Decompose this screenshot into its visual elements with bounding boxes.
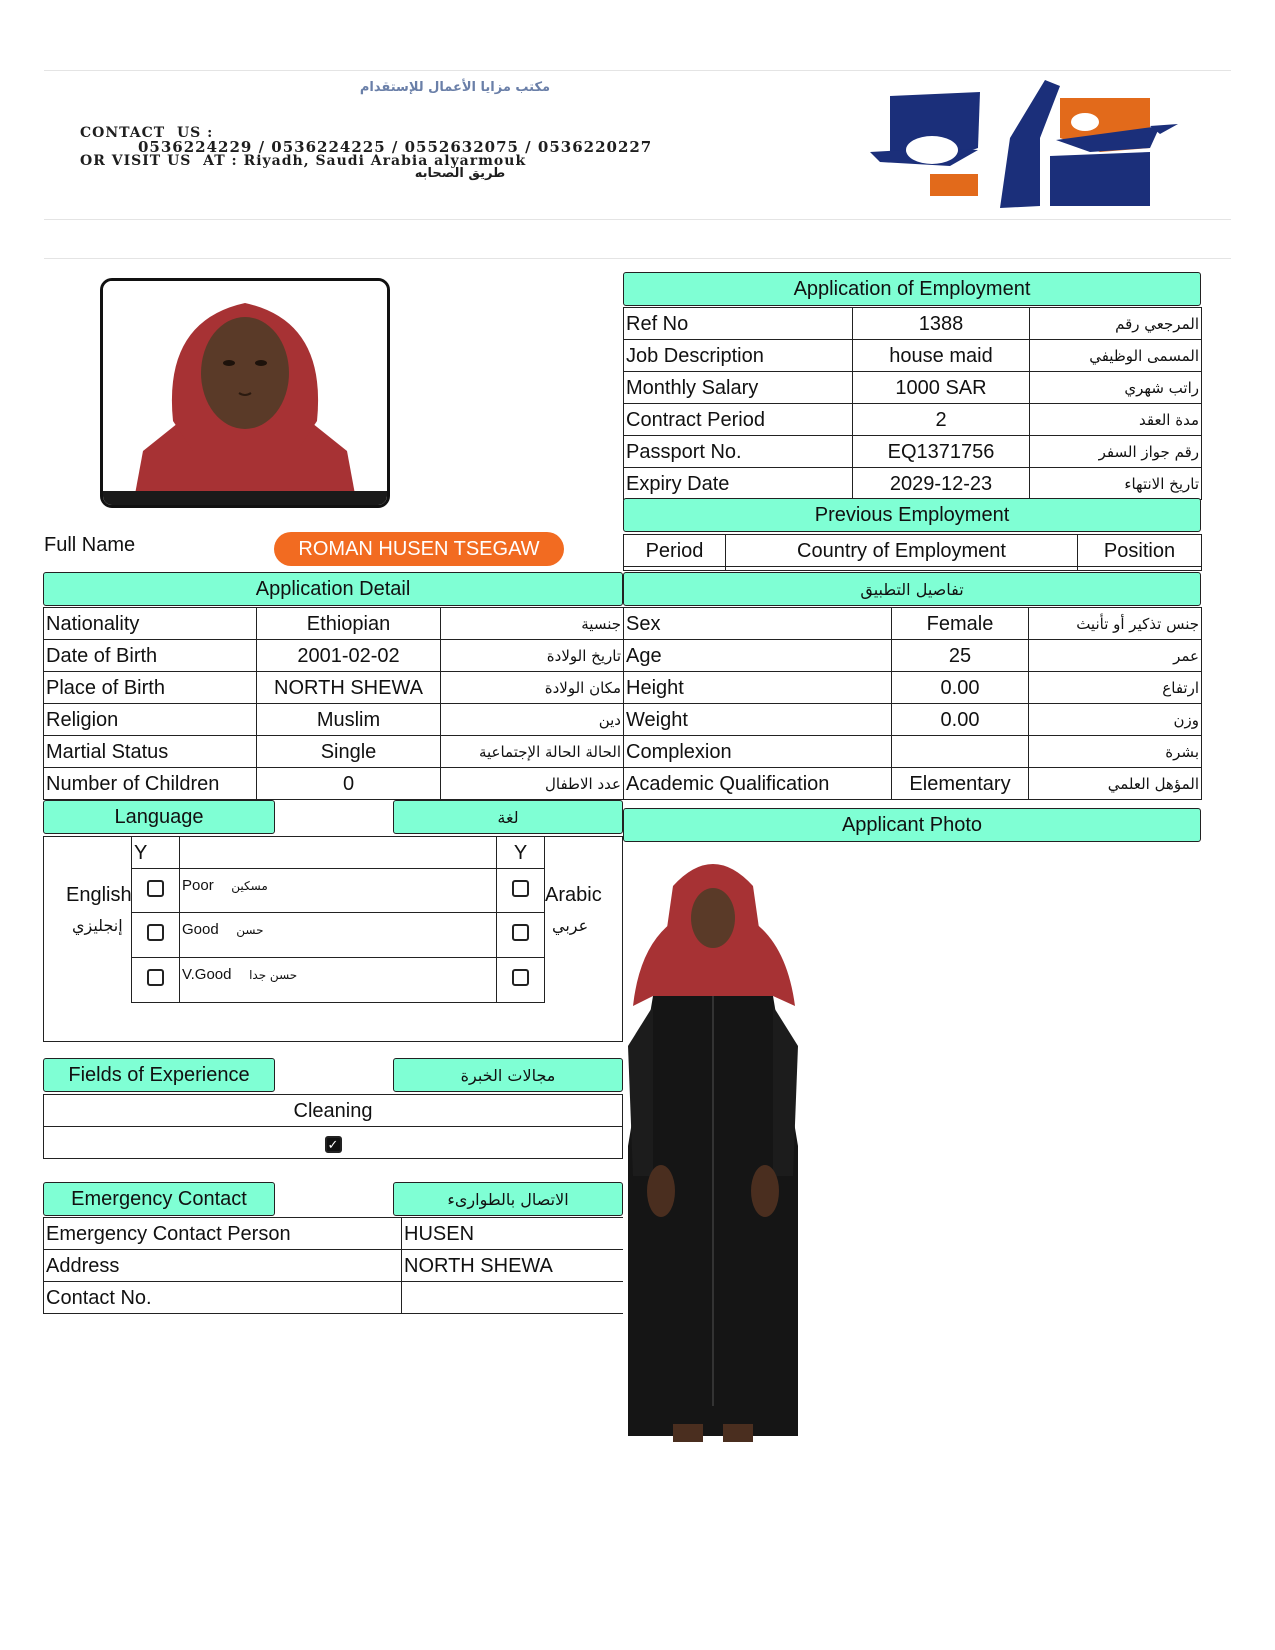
previous-employment-table [623,534,1202,571]
detail-label: Martial Status [44,736,257,768]
detail-label-arabic: الحالة الحالة الإجتماعية [441,736,624,768]
detail-value: 0.00 [892,672,1029,704]
level-label: Poor [182,877,214,894]
detail-label-arabic: عمر [1029,640,1202,672]
detail-value: Muslim [257,704,441,736]
emergency-value: NORTH SHEWA [402,1250,624,1282]
detail-label: Academic Qualification [624,768,892,800]
detail-label: Religion [44,704,257,736]
table-row [44,1127,623,1159]
employment-label-arabic: مدة العقد [1030,404,1202,436]
table-header-row [624,535,1202,567]
table-row [624,672,1202,704]
level-label-arabic: حسن [236,923,264,937]
employment-label: Ref No [624,308,853,340]
detail-label: Date of Birth [44,640,257,672]
arabic-poor-checkbox[interactable] [512,880,529,897]
detail-label: Nationality [44,608,257,640]
table-row [44,1218,624,1250]
table-row [624,372,1202,404]
column-header-position: Position [1078,535,1202,567]
application-detail-arabic-table [623,607,1202,800]
header-bottom-rule [44,219,1231,220]
full-name-label: Full Name [44,534,136,556]
application-detail-header: Application Detail [43,572,623,606]
table-row [624,704,1202,736]
detail-value: 25 [892,640,1029,672]
detail-label: Complexion [624,736,892,768]
table-row [624,736,1202,768]
contact-phones: 0536224229 / 0536224225 / 0552632075 / 0536220227 [138,138,653,156]
detail-value: 0.00 [892,704,1029,736]
detail-label: Age [624,640,892,672]
employment-label: Contract Period [624,404,853,436]
contact-label: CONTACT US : [80,125,214,141]
employment-table [623,307,1202,500]
employment-value: EQ1371756 [853,436,1030,468]
table-row [624,404,1202,436]
detail-value [892,736,1029,768]
table-row [44,608,624,640]
english-good-checkbox[interactable] [147,924,164,941]
full-name-value: ROMAN HUSEN TSEGAW [274,532,564,566]
emergency-label: Emergency Contact Person [44,1218,402,1250]
employment-header: Application of Employment [623,272,1201,306]
detail-label: Sex [624,608,892,640]
employment-value: house maid [853,340,1030,372]
detail-label-arabic: تاريخ الولادة [441,640,624,672]
employment-label: Expiry Date [624,468,853,500]
experience-table [43,1094,623,1159]
detail-label: Place of Birth [44,672,257,704]
emergency-label: Contact No. [44,1282,402,1314]
table-row [132,869,545,913]
employment-value: 1388 [853,308,1030,340]
experience-field: Cleaning [44,1095,623,1127]
emergency-table [43,1217,624,1314]
section-rule [44,258,1231,259]
table-row [624,468,1202,500]
detail-label-arabic: ارتفاع [1029,672,1202,704]
employment-value: 1000 SAR [853,372,1030,404]
applicant-photo-header: Applicant Photo [623,808,1201,842]
language-table [131,836,545,1003]
table-row [44,704,624,736]
previous-employment-header: Previous Employment [623,498,1201,532]
detail-label: Weight [624,704,892,736]
level-label-arabic: مسكين [231,879,268,893]
applicant-full-photo [623,846,803,1450]
english-label-arabic: إنجليزي [72,916,123,935]
detail-value: Single [257,736,441,768]
table-row [132,913,545,958]
detail-label-arabic: جنسية [441,608,624,640]
arabic-good-checkbox[interactable] [512,924,529,941]
table-row [624,640,1202,672]
emergency-header: Emergency Contact [43,1182,275,1216]
experience-header-arabic: مجالات الخبرة [393,1058,623,1092]
level-label-arabic: حسن جدا [249,968,298,982]
application-detail-table [43,607,624,800]
english-label: English [66,884,132,906]
table-row [44,640,624,672]
employment-label-arabic: راتب شهري [1030,372,1202,404]
language-header: Language [43,800,275,834]
application-detail-arabic-header: تفاصيل التطبيق [623,572,1201,606]
language-header-arabic: لغة [393,800,623,834]
column-header-period: Period [624,535,726,567]
header-top-rule [44,70,1231,71]
detail-value: Elementary [892,768,1029,800]
detail-value: 2001-02-02 [257,640,441,672]
table-row [624,340,1202,372]
detail-label-arabic: وزن [1029,704,1202,736]
table-row [624,608,1202,640]
employment-label-arabic: تاريخ الانتهاء [1030,468,1202,500]
emergency-value [402,1282,624,1314]
detail-value: NORTH SHEWA [257,672,441,704]
english-vgood-checkbox[interactable] [147,969,164,986]
detail-label-arabic: مكان الولادة [441,672,624,704]
detail-label-arabic: بشرة [1029,736,1202,768]
employment-label-arabic: المرجعي رقم [1030,308,1202,340]
table-row [132,958,545,1003]
street-arabic: طريق الصحابه [414,166,506,181]
detail-value: Female [892,608,1029,640]
english-y-header: Y [132,837,180,869]
portrait-photo [100,278,390,508]
employment-label: Job Description [624,340,853,372]
detail-label-arabic: جنس تذكير أو تأنيث [1029,608,1202,640]
employment-value: 2029-12-23 [853,468,1030,500]
employment-label-arabic: المسمى الوظيفي [1030,340,1202,372]
level-label: Good [182,921,219,938]
detail-label: Height [624,672,892,704]
table-row [624,768,1202,800]
experience-checkbox[interactable]: ✓ [325,1136,342,1153]
table-row [44,1282,624,1314]
emergency-label: Address [44,1250,402,1282]
detail-label-arabic: دين [441,704,624,736]
employment-value: 2 [853,404,1030,436]
detail-value: Ethiopian [257,608,441,640]
arabic-y-header: Y [497,837,545,869]
table-row [624,308,1202,340]
table-row [44,1250,624,1282]
detail-label-arabic: المؤهل العلمي [1029,768,1202,800]
table-row [44,1095,623,1127]
arabic-label-arabic: عربي [552,916,589,935]
employment-label: Passport No. [624,436,853,468]
arabic-label: Arabic [545,884,602,906]
arabic-vgood-checkbox[interactable] [512,969,529,986]
table-row [624,567,1202,571]
level-label: V.Good [182,966,232,983]
visit-address: OR VISIT US AT : Riyadh, Saudi Arabia alyarmouk [80,153,527,169]
experience-header: Fields of Experience [43,1058,275,1092]
emergency-value: HUSEN [402,1218,624,1250]
employment-label: Monthly Salary [624,372,853,404]
emergency-header-arabic: الاتصال بالطوارىء [393,1182,623,1216]
company-logo [860,78,1220,218]
employment-label-arabic: رقم جواز السفر [1030,436,1202,468]
detail-label-arabic: عدد الاطفال [441,768,624,800]
table-row [44,672,624,704]
detail-label: Number of Children [44,768,257,800]
table-row [44,768,624,800]
english-poor-checkbox[interactable] [147,880,164,897]
detail-value: 0 [257,768,441,800]
column-header-country: Country of Employment [726,535,1078,567]
office-name-arabic: مكتب مزايا الأعمال للإستقدام [359,80,551,95]
table-row [44,736,624,768]
table-header-row [132,837,545,869]
table-row [624,436,1202,468]
